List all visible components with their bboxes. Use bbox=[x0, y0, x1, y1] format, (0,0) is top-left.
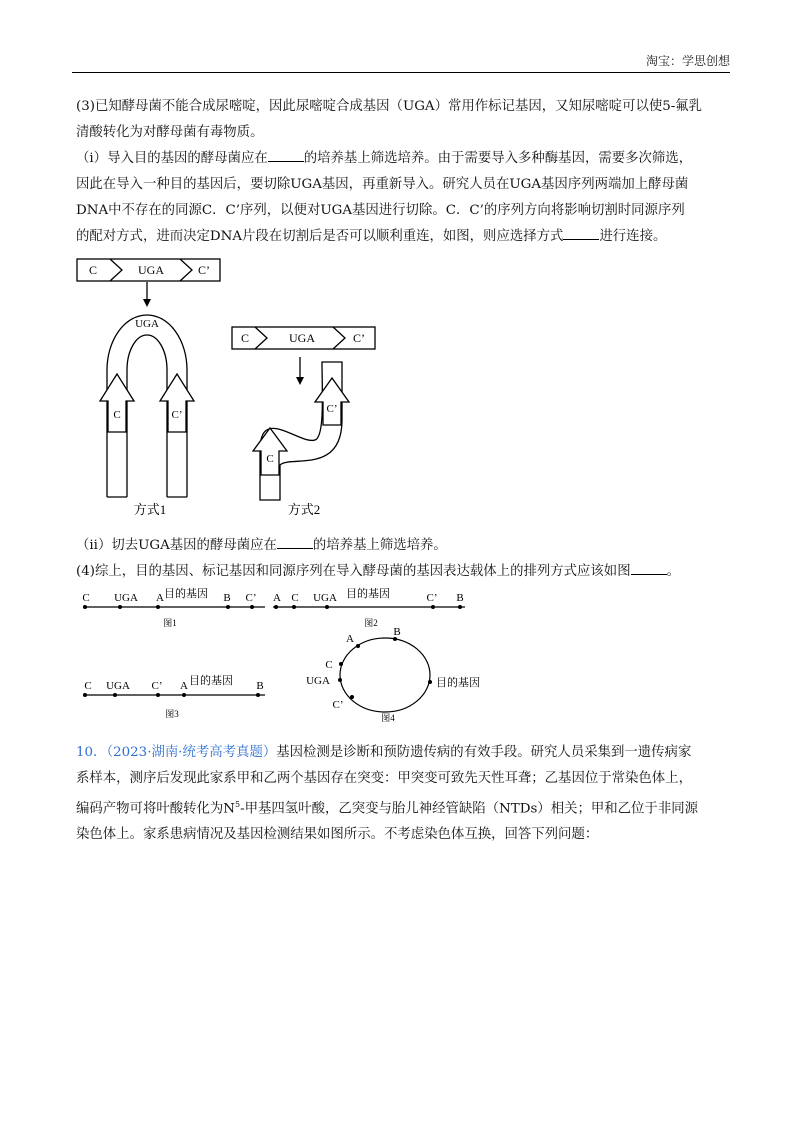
hairpin-label-uga: UGA bbox=[135, 318, 159, 330]
q10-number: 10． bbox=[76, 745, 107, 760]
fig4-label-b: B bbox=[393, 626, 401, 638]
fig2-caption: 图2 bbox=[364, 618, 378, 628]
q3-i-line2: 因此在导入一种目的基因后，要切除UGA基因，再重新导入。研究人员在UGA基因序列两端加上酵母菌 bbox=[76, 177, 689, 192]
top-bar-c-arrow bbox=[110, 259, 122, 281]
q3-ii-paragraph bbox=[76, 533, 731, 559]
vector-arrangement-figures bbox=[0, 580, 800, 730]
fig1-label-c: C bbox=[82, 592, 90, 604]
q10-superscript: 5 bbox=[235, 800, 241, 809]
fig2-label-uga: UGA bbox=[313, 592, 337, 604]
q3-ii-b: 的培养基上筛选培养。 bbox=[312, 538, 447, 553]
c-arrow-method1-left bbox=[100, 374, 134, 432]
fig1-label-cprime: C’ bbox=[245, 592, 257, 604]
fig1-label-uga: UGA bbox=[114, 592, 138, 604]
top-bar-cprime-arrow bbox=[180, 259, 192, 281]
q10-paragraph bbox=[76, 740, 731, 848]
method2-label-c: C bbox=[240, 331, 250, 345]
q3-i-line1b: 的培养基上筛选培养。由于需要导入多种酶基因，需要多次筛选， bbox=[303, 151, 693, 166]
method2-arrow-label-cprime: C’ bbox=[326, 403, 338, 415]
fig3-caption: 图3 bbox=[165, 709, 179, 719]
q3-intro-line1: (3)已知酵母菌不能合成尿嘧啶，因此尿嘧啶合成基因（UGA）常用作标记基因，又知尿嘧啶可以使5-氟乳 bbox=[76, 99, 703, 114]
fig4-label-a: A bbox=[346, 633, 354, 645]
q3-i-line4a: 的配对方式，进而决定DNA片段在切割后是否可以顺利重连，如图，则应选择方式 bbox=[76, 229, 564, 244]
caption-method2: 方式2 bbox=[287, 502, 321, 517]
q4-text-b: 。 bbox=[666, 564, 680, 579]
fig2-label-b: B bbox=[456, 592, 464, 604]
q10-line3b: -甲基四氢叶酸，乙突变与胎儿神经管缺陷（NTDs）相关；甲和乙位于非同源 bbox=[240, 801, 698, 817]
q3-ii-a: （ii）切去UGA基因的酵母菌应在 bbox=[76, 538, 277, 553]
fig2-label-c: C bbox=[291, 592, 299, 604]
q10-source: （2023·湖南·统考高考真题） bbox=[106, 745, 277, 760]
fig4-caption: 图4 bbox=[381, 713, 395, 723]
q10-line4: 染色体上。家系患病情况及基因检测结果如图所示。不考虑染色体互换，回答下列问题： bbox=[76, 827, 599, 843]
fig3-label-cprime: C’ bbox=[151, 680, 163, 692]
top-bar-label-uga: UGA bbox=[138, 263, 164, 277]
q3-i-line1a: （i）导入目的基因的酵母菌应在 bbox=[76, 151, 268, 166]
fig4-label-target: 目的基因 bbox=[436, 677, 480, 689]
fig3-label-a: A bbox=[180, 680, 188, 692]
top-bar-label-cprime: C’ bbox=[198, 263, 210, 277]
top-bar-label-c: C bbox=[88, 263, 98, 277]
fig4-label-cprime: C’ bbox=[332, 699, 344, 711]
fig3-label-target: 目的基因 bbox=[189, 675, 233, 687]
fig1-label-b: B bbox=[223, 592, 231, 604]
q3-intro-line2: 清酸转化为对酵母菌有毒物质。 bbox=[76, 125, 264, 140]
method1-label-cprime: C’ bbox=[171, 409, 183, 421]
fig3-label-b: B bbox=[256, 680, 264, 692]
fig1-label-a: A bbox=[156, 592, 164, 604]
q10-line1: 基因检测是诊断和预防遗传病的有效手段。研究人员采集到一遗传病家 bbox=[276, 745, 692, 760]
fig4-label-uga: UGA bbox=[306, 675, 330, 687]
answer-blank[interactable] bbox=[277, 535, 313, 549]
q10-line2: 系样本，测序后发现此家系甲和乙两个基因存在突变：甲突变可致先天性耳聋；乙基因位于常染色体上， bbox=[76, 771, 692, 786]
fig2-label-target: 目的基因 bbox=[346, 588, 390, 600]
fig3-label-uga: UGA bbox=[106, 680, 130, 692]
fig4-circle bbox=[340, 638, 430, 712]
c-arrow-method2-upper bbox=[315, 378, 349, 425]
fig2-label-a: A bbox=[273, 592, 281, 604]
hairpin-inner bbox=[127, 335, 167, 497]
fig3-label-c: C bbox=[84, 680, 92, 692]
answer-blank[interactable] bbox=[631, 561, 667, 575]
caption-method1: 方式1 bbox=[133, 502, 167, 517]
q4-text-a: (4)综上，目的基因、标记基因和同源序列在导入酵母菌的基因表达载体上的排列方式应该如图 bbox=[76, 564, 631, 579]
q3-i-line4b: 进行连接。 bbox=[599, 229, 667, 244]
fig1-label-target: 目的基因 bbox=[164, 588, 208, 600]
method2-label-cprime: C’ bbox=[353, 331, 365, 345]
method2-arrow-label-c: C bbox=[266, 453, 274, 465]
header-right-text: 淘宝：学思创想 bbox=[645, 54, 730, 68]
c-arrow-method1-right bbox=[160, 374, 194, 432]
fig2-label-cprime: C’ bbox=[426, 592, 438, 604]
fig1-caption: 图1 bbox=[163, 618, 177, 628]
method1-label-c: C bbox=[113, 409, 121, 421]
fig4-label-c: C bbox=[325, 659, 333, 671]
homologous-pairing-figure bbox=[0, 0, 800, 540]
method2-label-uga: UGA bbox=[289, 331, 315, 345]
q10-line3a: 编码产物可将叶酸转化为N bbox=[76, 801, 236, 817]
q3-i-line3: DNA中不存在的同源C．C’序列，以便对UGA基因进行切除。C．C’的序列方向将影响切割时同源序列 bbox=[76, 203, 685, 218]
